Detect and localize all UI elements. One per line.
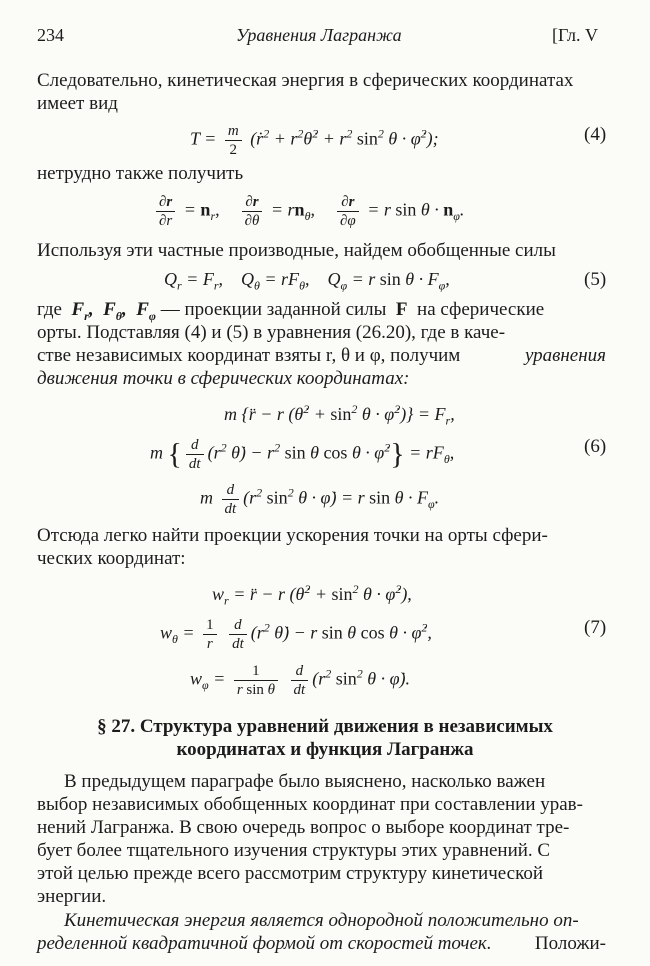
paragraph-line: выбор независимых обобщенных координат при составлении урав-: [37, 794, 583, 815]
paragraph-line: Кинетическая энергия является однородной положительно оп-: [64, 910, 579, 931]
paragraph-line: Отсюда легко найти проекции ускорения точки на орты сфери-: [37, 525, 548, 546]
equation-number: (6): [584, 436, 607, 457]
paragraph-line: нений Лагранжа. В свою очередь вопрос о выборе координат тре-: [37, 817, 570, 838]
equation-4: T = $\frac{m}{2}$ (ṙ$^2$ + $r^2\thetȧ^2 + r^2$ $\sin^2 \theta$ · φ̇$^2$);: [190, 123, 439, 158]
equation-number: (4): [584, 124, 607, 145]
equation-number: (7): [584, 617, 607, 638]
paragraph-line: стве независимых координат взяты r, θ и φ, получим уравнения: [37, 345, 606, 366]
equation-number: (5): [584, 269, 607, 290]
equation-7b: $w_\theta$ = $\frac{1}{r}$ $\frac{d}{dt}$ ($r^2$ θ̇) − r sin θ cos θ · φ̇$^2$,: [160, 617, 432, 652]
paragraph-line: нетрудно также получить: [37, 163, 244, 184]
running-title: Уравнения Лагранжа: [236, 25, 402, 45]
equation-6b: m { $\frac{d}{dt}$ ($r^2$ θ̇) − $r^2$ sin θ cos θ · φ̇$^2$} = $rF_\theta$,: [150, 437, 455, 472]
section-heading: координатах и функция Лагранжа: [176, 739, 474, 760]
equation-partials: $\frac{\partial r}{\partial r}$ = $n_r$, $\frac{\partial r}{\partial\theta}$ = $rn_\theta$, $\frac{\partial r}{\partial\varphi}$ = r $\sin \theta \cdot n_\varphi$.: [152, 193, 464, 230]
paragraph-line: ческих координат:: [37, 548, 186, 569]
paragraph-line: В предыдущем параграфе было выяснено, насколько важен: [64, 771, 546, 792]
equation-6c: m $\frac{d}{dt}$ ($r^2$ $\sin^2 \theta$ · φ̇) = r $\sin \theta \cdot F_\varphi$.: [200, 482, 440, 517]
paragraph-line: имеет вид: [37, 93, 118, 114]
paragraph-line: Используя эти частные производные, найдем обобщенные силы: [37, 240, 556, 261]
paragraph-line: этой целью прежде всего рассмотрим структуру кинетической: [37, 863, 544, 884]
paragraph-line: бует более тщательного изучения структуры этих уравнений. С: [37, 840, 551, 861]
equation-7c: $w_\varphi$ = $\frac{1}{\text{r sin θ}}$ $\frac{d}{dt}$ ($r^2$ $\sin^2 \theta$ · φ̇).: [190, 663, 411, 698]
paragraph-line: где $F_r$, $F_\theta$, $F_\varphi$ — проекции заданной силы F на сферические: [37, 299, 545, 323]
paragraph-line: энергии.: [37, 886, 107, 907]
paragraph-line: орты. Подставляя (4) и (5) в уравнения (26.20), где в каче-: [37, 322, 506, 343]
chapter-label: [Гл. V: [552, 25, 599, 45]
equation-6a: m {r̈ − r (θ̇$^2$ + $\sin^2 \theta$ · φ̇$^2$)} = $F_r$,: [224, 402, 455, 428]
paragraph-line: движения точки в сферических координатах:: [37, 368, 410, 389]
paragraph-line: Следовательно, кинетическая энергия в сферических координатах: [37, 70, 574, 91]
section-heading: § 27. Структура уравнений движения в независимых: [97, 716, 553, 737]
equation-7a: $w_r$ = r̈ − r (θ̇$^2$ + $\sin^2 \theta$ · φ̇$^2$),: [212, 582, 412, 608]
paragraph-line: ределенной квадратичной формой от скоростей точек. Положи-: [37, 933, 606, 954]
equation-5: $Q_r = F_r$, $Q_\theta = rF_\theta$, $Q_\varphi = r$ $\sin \theta \cdot F_\varphi$,: [164, 269, 450, 293]
page-number: 234: [37, 25, 64, 45]
